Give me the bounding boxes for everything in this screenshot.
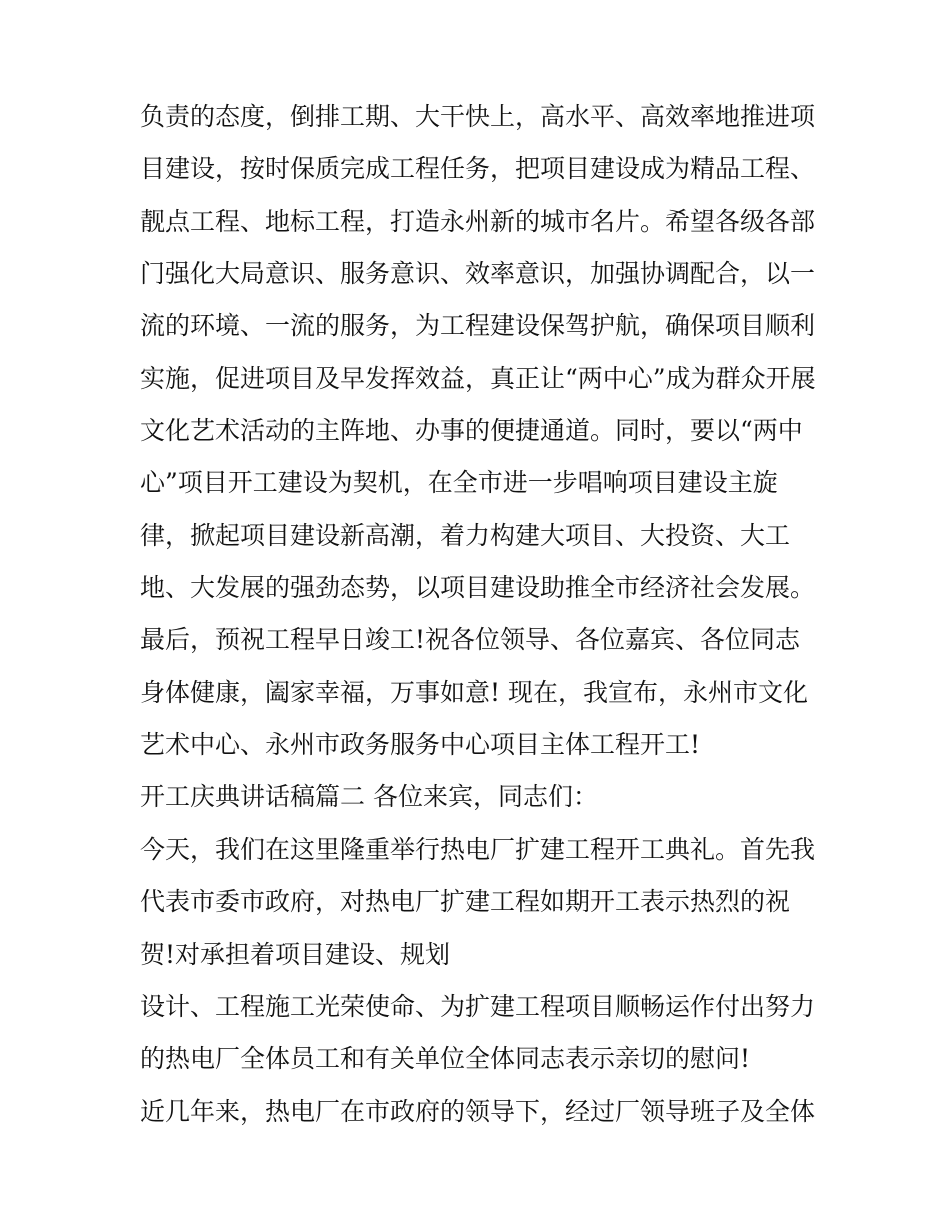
text-line: 艺术中心、永州市政务服务中心项目主体工程开工! [140,730,701,760]
text-line: 目建设，按时保质完成工程任务，把项目建设成为精品工程、 [140,154,816,184]
text-line: 设计、工程施工光荣使命、为扩建工程项目顺畅运作付出努力 [140,991,816,1021]
text-line: 律，掀起项目建设新高潮，着力构建大项目、大投资、大工 [140,520,791,550]
text-line: 近几年来，热电厂在市政府的领导下，经过厂领导班子及全体 [140,1096,816,1126]
text-line: 的热电厂全体员工和有关单位全体同志表示亲切的慰问! [140,1044,751,1074]
text-line: 身体健康，阖家幸福，万事如意! 现在，我宣布，永州市文化 [140,677,808,707]
text-line: 门强化大局意识、服务意识、效率意识，加强协调配合，以一 [140,259,816,289]
text-line: 文化艺术活动的主阵地、办事的便捷通道。同时，要以“两中 [140,416,803,446]
text-line: 今天，我们在这里隆重举行热电厂扩建工程开工典礼。首先我 [140,834,816,864]
body-text [140,104,820,1151]
text-line: 负责的态度，倒排工期、大干快上，高水平、高效率地推进项 [140,102,816,131]
text-line: 贺!对承担着项目建设、规划 [140,939,451,969]
text-line: 心”项目开工建设为契机，在全市进一步唱响项目建设主旋 [140,468,778,498]
text-line: 代表市委市政府，对热电厂扩建工程如期开工表示热烈的祝 [140,887,791,917]
text-line: 最后，预祝工程早日竣工!祝各位领导、各位嘉宾、各位同志 [140,625,801,655]
text-line: 流的环境、一流的服务，为工程建设保驾护航，确保项目顺利 [140,311,816,341]
text-line: 地、大发展的强劲态势，以项目建设助推全市经济社会发展。 [140,573,816,603]
section-heading-line: 开工庆典讲话稿篇二 各位来宾，同志们： [140,782,598,812]
text-line: 实施，促进项目及早发挥效益，真正让“两中心”成为群众开展 [140,363,816,393]
text-line: 靓点工程、地标工程，打造永州新的城市名片。希望各级各部 [140,206,816,236]
